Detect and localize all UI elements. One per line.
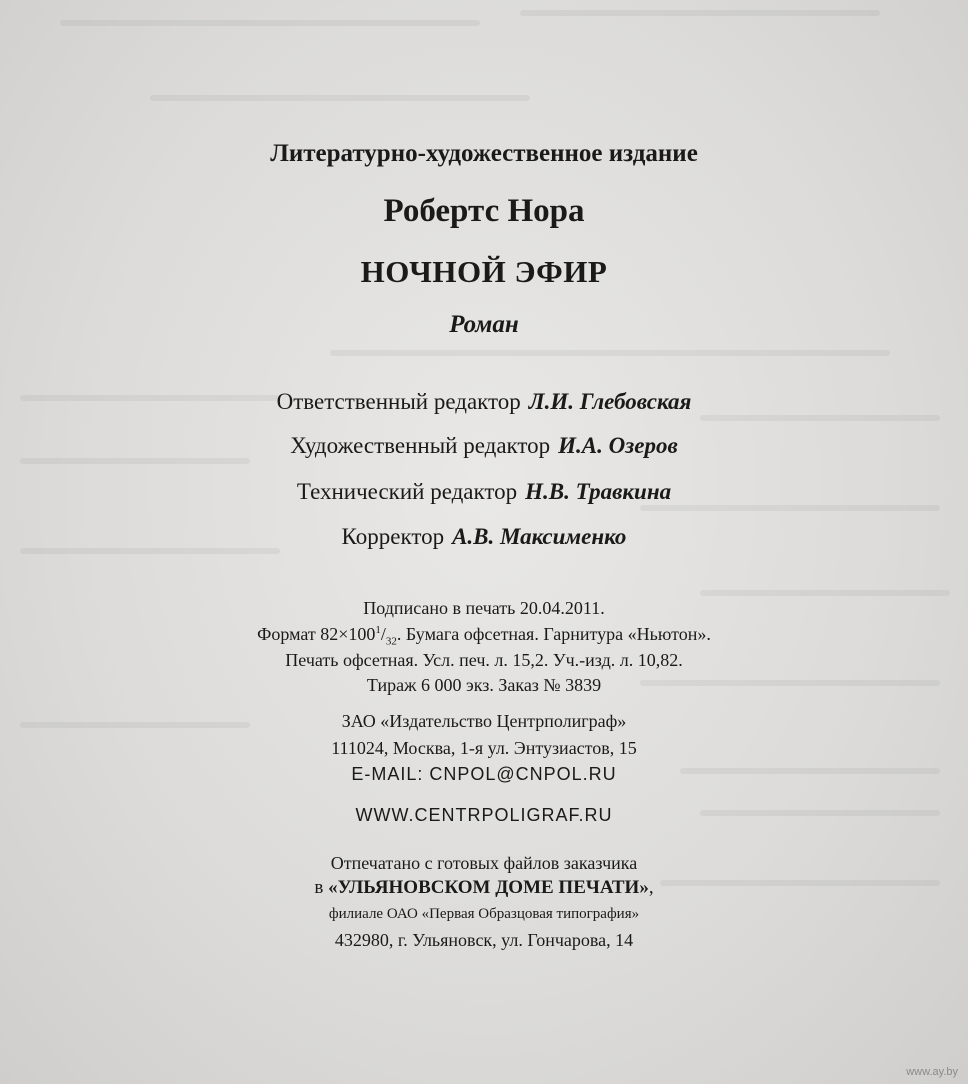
publisher-email: E-MAIL: CNPOL@CNPOL.RU (351, 764, 617, 784)
printer-address: 432980, г. Ульяновск, ул. Гончарова, 14 (334, 930, 634, 950)
credit-role: Технический редактор (296, 479, 518, 504)
printing-house-line (0, 877, 968, 899)
format-line: Формат $82\times 100^1/_{32}$. Бумага офсетная. Гарнитура «Ньютон». (257, 624, 711, 648)
printing-house-prefix: в (314, 877, 329, 898)
publisher-name: ЗАО «Издательство Центрполиграф» (341, 711, 627, 731)
book-title: НОЧНОЙ ЭФИР (360, 254, 608, 289)
credit-proofreader (0, 524, 968, 550)
signed-date: Подписано в печать 20.04.2011. (363, 598, 605, 618)
printed-note: Отпечатано с готовых файлов заказчика (330, 853, 638, 873)
series-label: Литературно-художественное издание (270, 140, 698, 167)
printing-branch: филиале ОАО «Первая Образцовая типография» (328, 906, 640, 922)
print-run: Тираж 6 000 экз. Заказ № 3839 (366, 675, 602, 695)
genre-label: Роман (449, 311, 519, 338)
credit-role: Ответственный редактор (276, 389, 521, 414)
format-suffix: . Бумага офсетная. Гарнитура «Ньютон». (396, 624, 711, 644)
credit-technical-editor (0, 479, 968, 505)
credit-name: А.В. Максименко (452, 524, 627, 549)
credit-name: Н.В. Травкина (525, 479, 672, 504)
format-denominator: 32 (385, 635, 397, 648)
format-prefix: Формат 82×100 (257, 624, 376, 644)
credit-role: Корректор (341, 524, 445, 549)
credit-name: И.А. Озеров (558, 433, 678, 458)
credit-name: Л.И. Глебовская (528, 389, 692, 414)
format-numerator: 1 (375, 624, 381, 636)
credit-art-editor (0, 433, 968, 459)
author-name: Робертс Нора (383, 193, 585, 229)
printing-house-name: «УЛЬЯНОВСКОМ ДОМЕ ПЕЧАТИ» (328, 877, 649, 898)
printing-house-suffix: , (648, 877, 654, 898)
publisher-address: 111024, Москва, 1-я ул. Энтузиастов, 15 (331, 738, 637, 758)
site-watermark: www.ay.by (906, 1066, 958, 1078)
credit-role: Художественный редактор (290, 433, 551, 458)
print-info: Печать офсетная. Усл. печ. л. 15,2. Уч.-изд. л. 10,82. (285, 650, 683, 670)
publisher-website: WWW.CENTRPOLIGRAF.RU (355, 805, 613, 825)
credit-editor-in-charge (0, 389, 968, 415)
